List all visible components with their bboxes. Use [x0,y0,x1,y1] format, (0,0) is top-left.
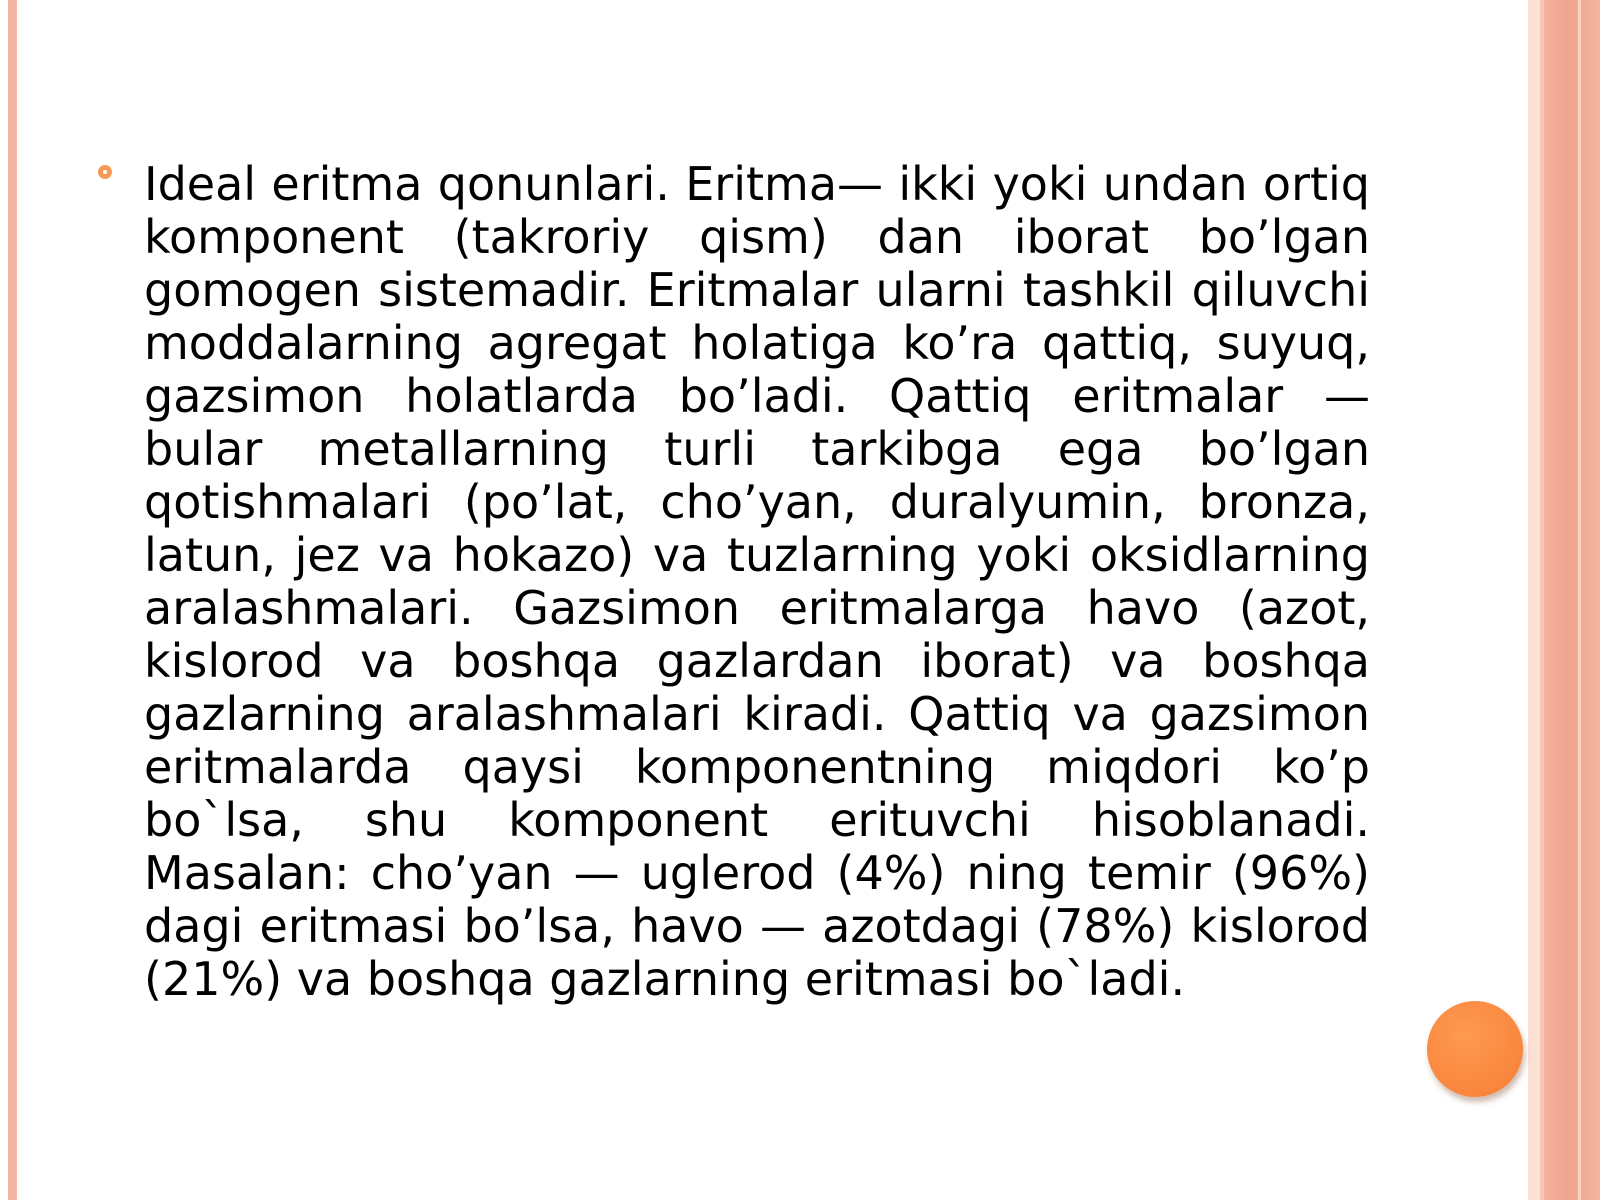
right-band-line-decoration [1578,0,1581,1200]
left-border-decoration [8,0,17,1200]
right-band-decoration [1544,0,1600,1200]
right-band-light-decoration [1528,0,1540,1200]
orange-circle-decoration [1427,1001,1523,1097]
bullet-circle-icon [98,165,112,179]
slide-body-text: Ideal eritma qonunlari. Eritma— ikki yoki undan ortiq komponent (takroriy qism) dan iborat bo’lgan gomogen sistemadir. Eritmalar ularni tashkil qiluvchi moddalarning agregat holatiga ko’ra qattiq, suyuq, gazsimon holatlarda bo’ladi. Qattiq eritmalar — bular metallarning turli tarkibga ega bo’lgan qotishmalari (po’lat, cho’yan, duralyumin, bronza, latun, jez va hokazo) va tuzlarning yoki oksidlarning aralashmalari. Gazsimon eritmalarga havo (azot, kislorod va boshqa gazlardan iborat) va boshqa gazlarning aralashmalari kiradi. Qattiq va gazsimon eritmalarda qaysi komponentning miqdori ko’p bo`lsa, shu komponent erituvchi hisoblanadi. Masalan: cho’yan — uglerod (4%) ning temir (96%) dagi eritmasi bo’lsa, havo — azotdagi (78%) kislorod (21%) va boshqa gazlarning eritmasi bo`ladi. [144,157,1370,1006]
